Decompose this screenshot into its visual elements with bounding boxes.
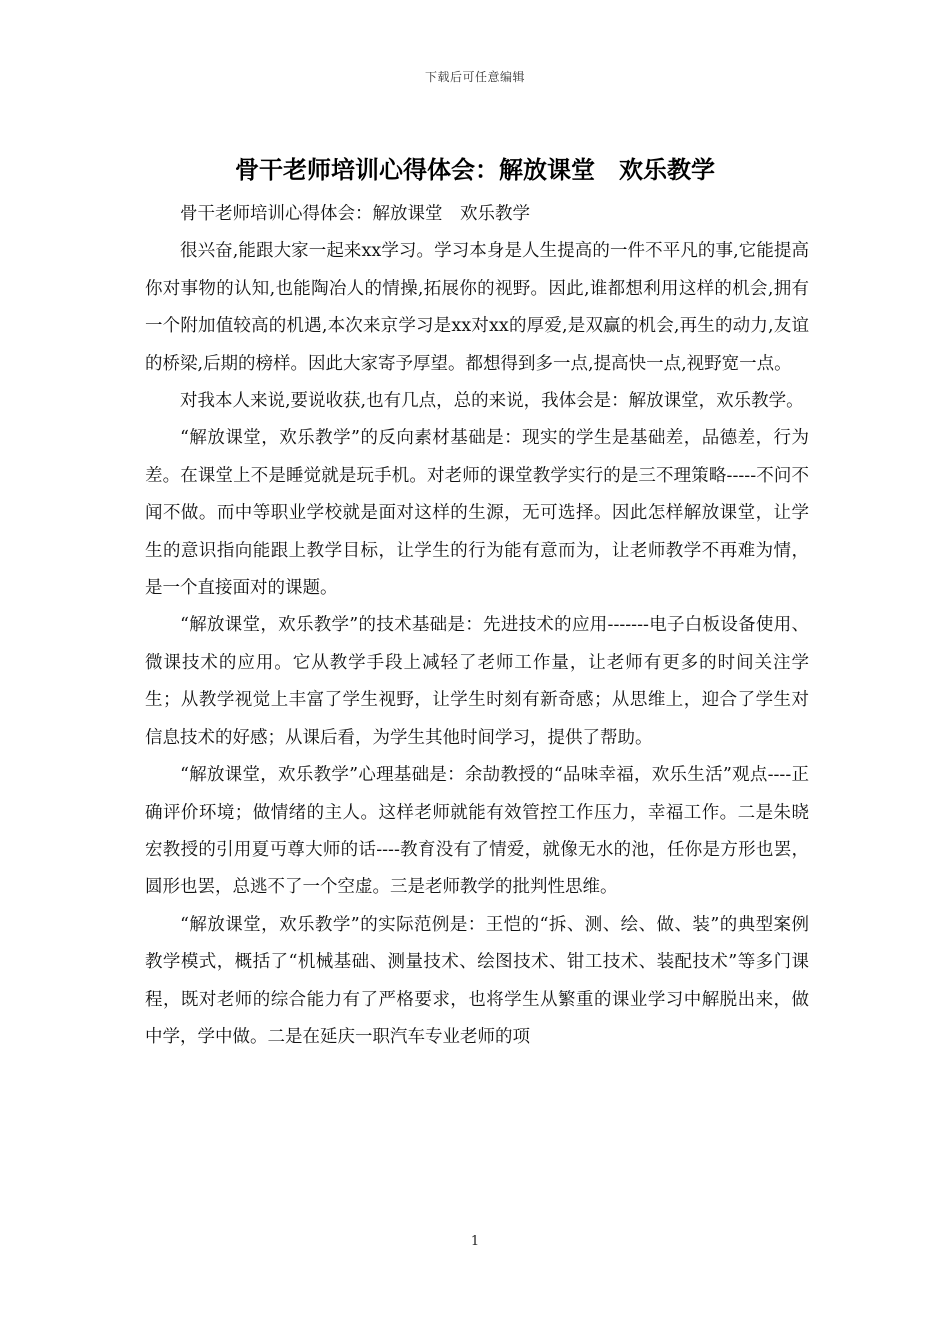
- header-note: 下载后可任意编辑: [424, 70, 525, 84]
- paragraph-psychological-basis: “解放课堂，欢乐教学”心理基础是：余劼教授的“品味幸福，欢乐生活”观点----正确评价环境；做情绪的主人。这样老师就能有效管控工作压力，幸福工作。二是朱晓宏教授的引用夏丏尊大师的话----教育没有了情爱，就像无水的池，任你是方形也罢，圆形也罢，总逃不了一个空虚。三是老师教学的批判性思维。: [145, 765, 809, 898]
- document-body: [145, 196, 809, 1056]
- paragraph-intro: 很兴奋,能跟大家一起来xx学习。学习本身是人生提高的一件不平凡的事,它能提高你对事物的认知,也能陶冶人的情操,拓展你的视野。因此,谁都想利用这样的机会,拥有一个附加值较高的机遇,本次来京学习是xx对xx的厚爱,是双赢的机会,再生的动力,友谊的桥梁,后期的榜样。因此大家寄予厚望。都想得到多一点,提高快一点,视野宽一点。: [145, 241, 809, 374]
- paragraph-reverse-basis: “解放课堂，欢乐教学”的反向素材基础是：现实的学生是基础差，品德差，行为差。在课堂上不是睡觉就是玩手机。对老师的课堂教学实行的是三不理策略-----不问不闻不做。而中等职业学校就是面对这样的生源，无可选择。因此怎样解放课堂，让学生的意识指向能跟上教学目标，让学生的行为能有意而为，让老师教学不再难为情，是一个直接面对的课题。: [145, 428, 809, 599]
- paragraph-technical-basis: “解放课堂，欢乐教学”的技术基础是：先进技术的应用-------电子白板设备使用、微课技术的应用。它从教学手段上减轻了老师工作量，让老师有更多的时间关注学生；从教学视觉上丰富了学生视野，让学生时刻有新奇感；从思维上，迎合了学生对信息技术的好感；从课后看，为学生其他时间学习，提供了帮助。: [145, 615, 809, 748]
- paragraph-summary: 对我本人来说,要说收获,也有几点，总的来说，我体会是：解放课堂，欢乐教学。: [180, 391, 804, 412]
- page-number: 1: [470, 1234, 480, 1249]
- document-title: 骨干老师培训心得体会：解放课堂 欢乐教学: [235, 155, 715, 184]
- paragraph-practical-example: “解放课堂，欢乐教学”的实际范例是：王恺的“拆、测、绘、做、装”的典型案例教学模式，概括了“机械基础、测量技术、绘图技术、钳工技术、装配技术”等多门课程，既对老师的综合能力有了严格要求，也将学生从繁重的课业学习中解脱出来，做中学，学中做。二是在延庆一职汽车专业老师的项: [145, 914, 809, 1047]
- paragraph-subtitle: 骨干老师培训心得体会：解放课堂 欢乐教学: [180, 204, 530, 224]
